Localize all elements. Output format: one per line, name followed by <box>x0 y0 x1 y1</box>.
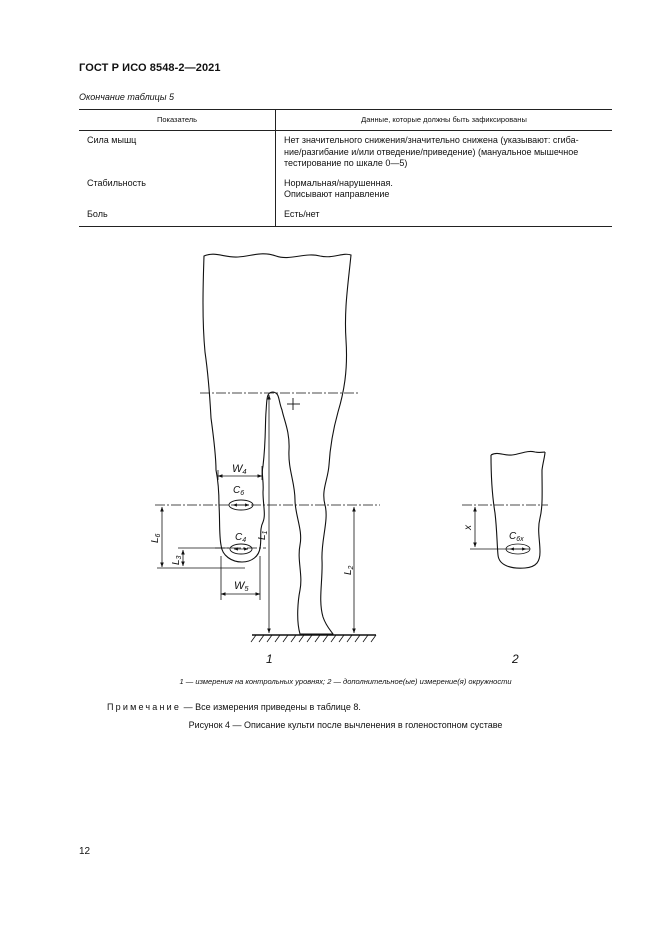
label-l3: $L_3$ <box>171 555 183 565</box>
table-cell-data <box>276 131 613 175</box>
leg-back-contour <box>203 256 216 470</box>
table-cell-indicator: Боль <box>79 207 276 227</box>
thigh-top-edge <box>204 254 351 258</box>
table-cell-indicator: Сила мышц <box>87 135 137 145</box>
label-w4: W4 <box>232 463 247 476</box>
document-header: ГОСТ Р ИСО 8548-2—2021 <box>79 62 221 74</box>
label-w5: W5 <box>234 580 249 593</box>
table-cell-line: ние/разгибание и/или отведение/приведение) (мануальное мышечное <box>284 146 579 157</box>
column-header-indicator: Показатель <box>79 110 276 131</box>
note-label: Примечание <box>107 702 182 712</box>
small-stump-outline <box>491 452 545 568</box>
table-row <box>79 175 612 207</box>
table-cell-line: Нет значительного снижения/значительно снижена (указывают: сгиба- <box>284 135 579 145</box>
table-row <box>79 207 612 227</box>
floor-hatching <box>251 635 376 642</box>
label-figure-1: 1 <box>266 652 273 666</box>
data-table <box>79 109 612 227</box>
table-cell-line: Есть/нет <box>284 208 320 219</box>
table-row <box>79 131 612 175</box>
table-cell-line: тестирование по шкале 0—5) <box>284 158 408 168</box>
label-x: x <box>463 525 474 530</box>
leg-front-contour <box>321 255 351 634</box>
table-cell-data <box>276 175 613 207</box>
label-figure-2: 2 <box>512 652 519 666</box>
table-caption: Окончание таблицы 5 <box>79 92 174 102</box>
column-header-data: Данные, которые должны быть зафиксированы <box>276 110 613 131</box>
label-c6x: $C_{6x}$ <box>509 531 524 543</box>
label-c6: $C_6$ <box>233 485 245 497</box>
label-l2: $L_2$ <box>343 565 355 575</box>
table-header-row <box>79 110 612 131</box>
label-l1: $L_1$ <box>257 530 269 540</box>
page-number: 12 <box>79 846 91 857</box>
table-cell-line: Описывают направление <box>284 189 390 199</box>
other-leg-contour <box>263 392 333 634</box>
label-c4: $C_4$ <box>235 532 247 544</box>
note <box>107 702 361 712</box>
figure-legend: 1 — измерения на контрольных уровнях; 2 — дополнительное(ые) измерение(я) окружности <box>179 677 512 686</box>
label-l6: $L_6$ <box>150 533 162 543</box>
small-stump-top-edge <box>491 451 545 455</box>
figure-caption: Рисунок 4 — Описание культи после вычленения в голеностопном суставе <box>188 720 503 730</box>
table-cell-line: Нормальная/нарушенная. <box>284 177 393 188</box>
table-cell-indicator: Стабильность <box>87 177 146 188</box>
table-cell-data <box>276 207 613 227</box>
note-text: — Все измерения приведены в таблице 8. <box>183 702 361 712</box>
stump-measurement-figure <box>79 240 612 670</box>
